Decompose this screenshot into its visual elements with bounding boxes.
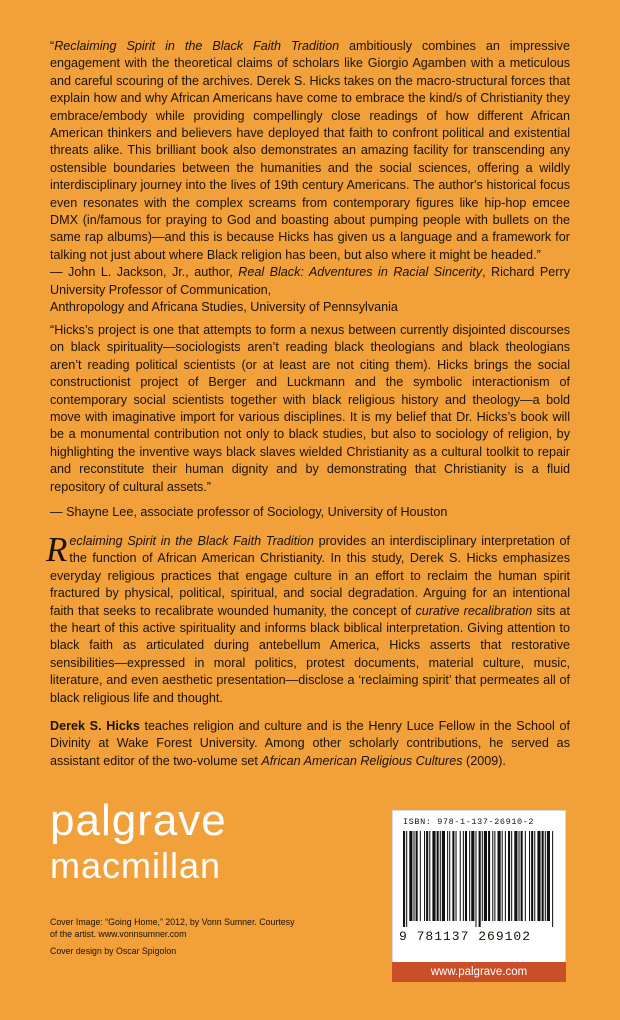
barcode-bar [534,831,535,921]
barcode-bar [521,831,523,921]
barcode-bar [442,831,445,921]
barcode-bar [514,831,517,921]
endorsement-quote-1 [50,38,570,317]
barcode-bar [479,831,481,927]
credit-line-1: Cover Image: “Going Home,” 2012, by Vonn Sumner. Courtesy [50,917,295,927]
barcode-bar [508,831,510,921]
barcode-bar [488,831,490,921]
barcode-bar [424,831,425,921]
barcode-bar [406,831,407,927]
barcode-bar [531,831,533,921]
barcode-bar [409,831,412,921]
quote-1-attribution-line-3: Anthropology and Africana Studies, University of Pennsylvania [50,300,398,315]
barcode-bar [511,831,512,921]
barcode-bar [420,831,421,921]
barcode-bar [403,831,405,927]
credit-line-3: Cover design by Oscar Spigolon [50,946,177,957]
barcode-bar [437,831,439,921]
quote-2-attribution: — Shayne Lee, associate professor of Sociology, University of Houston [50,505,448,520]
bio-text: Derek S. Hicks teaches religion and culture and is the Henry Luce Fellow in the School of Divinity at Wake Forest University. Among other scholarly contributions, he served as assistant editor of the two-volume set African American Religious Cultures (2009). [50,719,570,768]
isbn-label: ISBN: 978-1-137-26910-2 [403,817,535,827]
barcode-bar [492,831,493,921]
barcode-bar [525,831,526,921]
publisher-url: www.palgrave.com [392,962,566,982]
quote-1-attribution: — John L. Jackson, Jr., author, Real Black: Adventures in Racial Sincerity, Richard Perry University Professor of Communication, [50,265,570,297]
logo-palgrave: palgrave [50,796,227,845]
barcode-bar [547,831,550,921]
author-bio [50,718,570,770]
quote-1-text: ambitiously combines an impressive engagement with the theoretical claims of scholars like Giorgio Agamben with a meticulous and careful scouring of the archives. Derek S. Hicks takes on the macro-structural forces that explain how and why African Americans have come to embrace the kind/s of Christianity they embrace/embody while providing compellingly close readings of how different African American thinkers and believers have deployed that faith to confront political and existential threats alike. This brilliant book also demonstrates an amazing facility for transcending any ostensible boundaries between the humanities and the social sciences, offering a wildly interdisciplinary journey into the lives of 19th century Americans. The author's historical focus even resonates with the complex screams from contemporary figures like hip-hop emcee DMX (in/famous for praying to God and boasting about pumping people with bullets on the same rap albums)—and this is because Hicks has given us a language and a framework for talking not just about where Black religion has been, but also where it might be headed.” [50,39,570,262]
logo-macmillan: macmillan [50,845,222,886]
barcode-bar [456,831,457,921]
credit-line-2: of the artist. www.vonnsumner.com [50,928,187,939]
barcode-bar [542,831,544,921]
barcode-bar [529,831,530,921]
barcode-bar [469,831,470,921]
barcode-bar [471,831,474,921]
barcode-bar [494,831,495,921]
barcode-bar [414,831,415,921]
barcode-bar [475,831,476,927]
barcode-bar [552,831,553,927]
barcode-bar [519,831,520,921]
barcode-bar [484,831,487,921]
barcode-bar [447,831,448,921]
isbn-barcode [392,810,566,964]
barcode-bar [463,831,464,921]
barcode-bar [460,831,461,921]
publisher-logo [50,798,227,886]
barcode-bar [545,831,546,921]
barcode-bar [502,831,503,921]
barcode-bar [440,831,441,921]
barcode-bar [449,831,450,921]
endorsement-quote-2 [50,322,570,521]
barcode-bars [403,831,555,927]
description-text: Reclaiming Spirit in the Black Faith Tradition provides an interdisciplinary interpretation of the function of African American Christianity. In this study, Derek S. Hicks emphasizes everyday religious practices that engage culture in an effort to reclaim the human spirit fractured by physical, political, spiritual, and social degradation. Arguing for an intentional faith that seeks to recalibrate wounded humanity, the concept of curative recalibration sits at the heart of this active spirituality and informs black biblical interpretation. Giving attention to black faith as articulated during antebellum America, Hicks asserts that restorative sensibilities—expressed in moral politics, protest documents, material culture, music, literature, and even aesthetic presentation—disclose a ‘reclaiming spirit’ that permeates all of black religious life and thought. [46,530,570,705]
book-description [46,530,570,707]
author-name: Derek S. Hicks [50,719,140,733]
barcode-bar [426,831,428,921]
barcode-bar [505,831,506,921]
quote-1-book-title: Reclaiming Spirit in the Black Faith Tradition [54,39,340,53]
cover-credits [50,917,350,958]
barcode-bar [498,831,501,921]
barcode-bar [465,831,467,921]
barcode-bar [432,831,435,921]
barcode-bar [429,831,430,921]
barcode-bar [482,831,483,921]
drop-cap: R [46,530,68,569]
quote-2-body: “Hicks’s project is one that attempts to form a nexus between currently disjointed discourses on black spirituality—sociologists aren’t reading black theologians and black theologians aren’t reading political scientists (or at least are not citing them). Hicks brings the social constructionist project of Berger and Luckmann and the symbolic interactionism of contemporary social scientists together with black religious history and theology—a bold move with imaginative import for various disciplines. It is my belief that Dr. Hicks’s book will be a monumental contribution not only to black studies, but also to sociology of religion, by highlighting the inventive ways black slaves wielded Christianity as a cultural toolkit to repair and reconstitute their human dignity and by demonstrating that Christianity is a fluid repository of cultural assets.” [50,323,570,494]
curative-recalibration-term: curative recalibration [415,603,533,618]
quote-1-body: “Reclaiming Spirit in the Black Faith Tradition ambitiously combines an impressive engagement with the theoretical claims of scholars like Giorgio Agamben with a meticulous and careful scouring of the archives. Derek S. Hicks takes on the macro-structural forces that explain how and why African Americans have come to embrace the kind/s of Christianity they embrace/embody while providing compellingly close readings of how different African American thinkers and believers have deployed that faith to confront political and existential threats alike. This brilliant book also demonstrates an amazing facility for transcending any ostensible boundaries between the humanities and the social sciences, offering a wildly interdisciplinary journey into the lives of 19th century Americans. The author's historical focus even resonates with the complex screams from contemporary figures like hip-hop emcee DMX (in/famous for praying to God and boasting about pumping people with bullets on the same rap albums)—and this is because Hicks has given us a language and a framework for talking not just about where Black religion has been, but also where it might be headed.” [50,39,570,262]
barcode-number: 9 781137 269102 [399,929,532,944]
barcode-bar [416,831,418,921]
barcode-bar [452,831,454,921]
barcode-bar [537,831,540,921]
